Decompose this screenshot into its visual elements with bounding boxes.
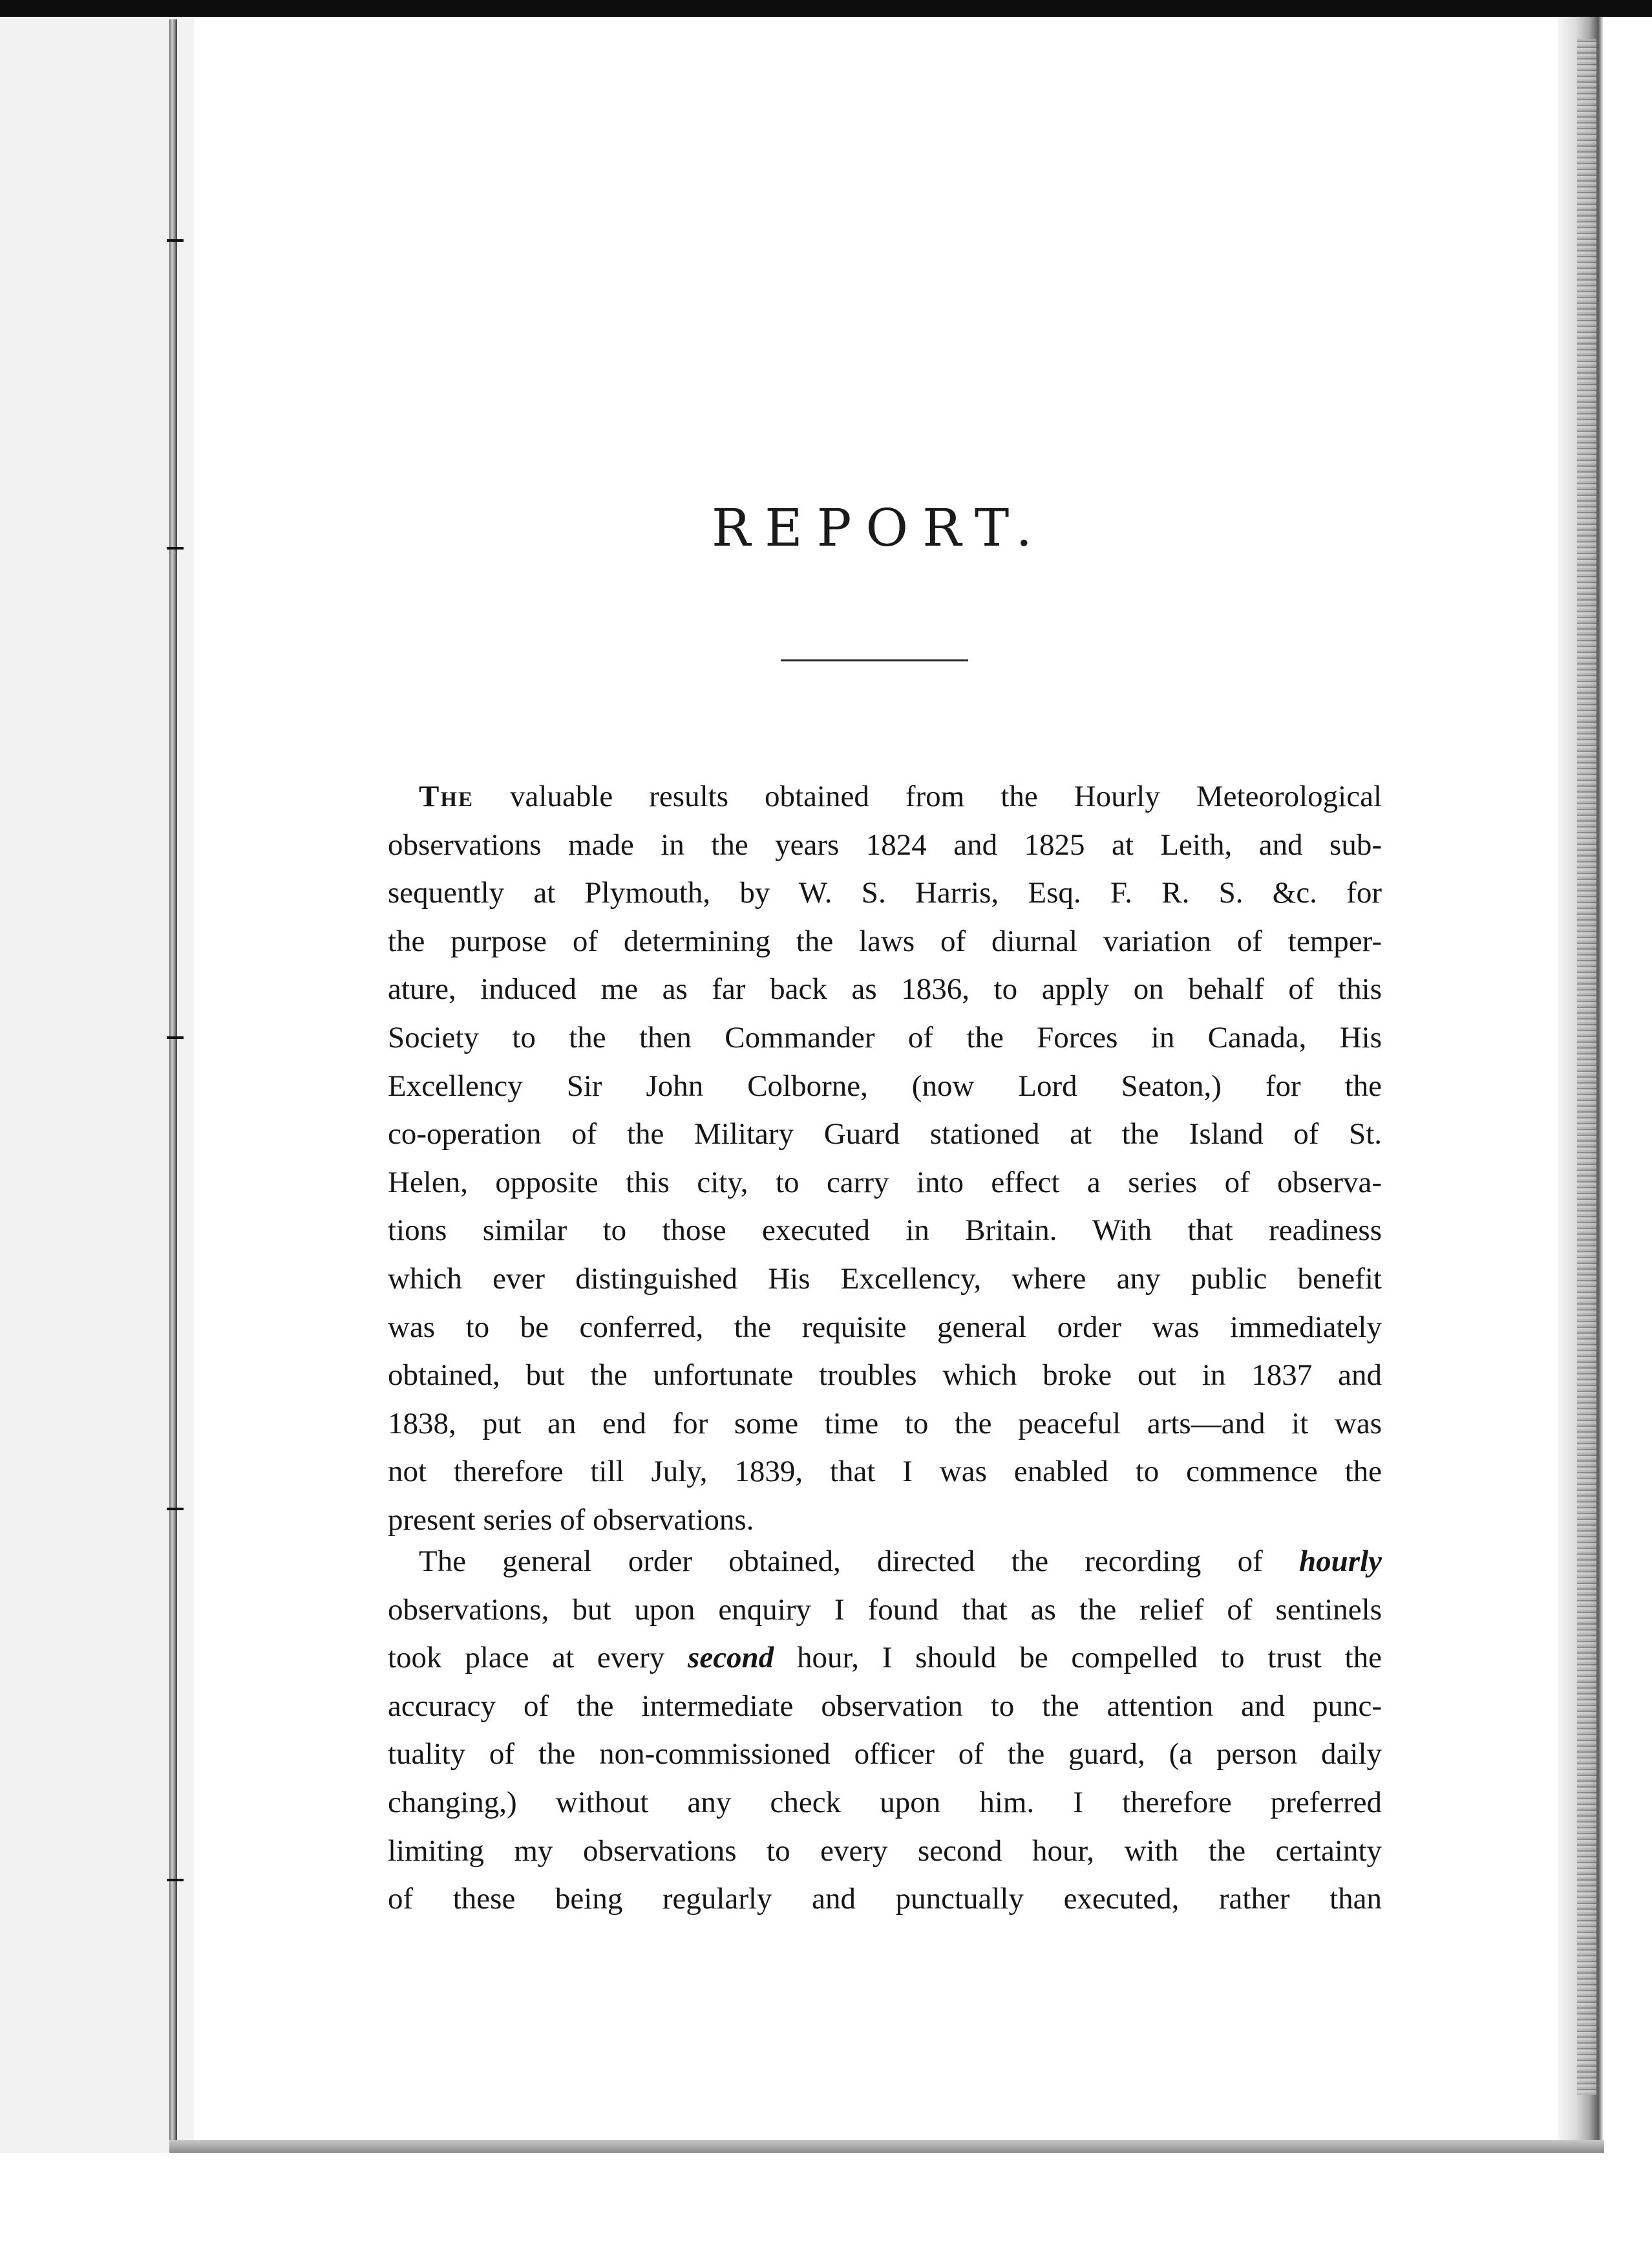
text-line: Society to the then Commander of the Forces in Canada, His: [388, 1020, 1382, 1054]
binding-stitch: [167, 1508, 184, 1510]
text-line: observations made in the years 1824 and 1825 at Leith, and sub-: [388, 828, 1382, 862]
left-gutter: [0, 0, 194, 2255]
binding-stitch: [167, 1879, 184, 1881]
text-line: took place at every second hour, I should be compelled to trust the: [388, 1641, 1382, 1675]
paragraph-2: [388, 1537, 1382, 1923]
text-line: Excellency Sir John Colborne, (now Lord Seaton,) for the: [388, 1069, 1382, 1103]
text-line: The valuable results obtained from the Hourly Meteorological: [419, 780, 1382, 813]
text-line: sequently at Plymouth, by W. S. Harris, Esq. F. R. S. &c. for: [388, 876, 1382, 910]
text-line: accuracy of the intermediate observation to the attention and punc-: [388, 1689, 1382, 1723]
text-line: co-operation of the Military Guard stationed at the Island of St.: [388, 1117, 1382, 1151]
lead-word: The: [419, 780, 474, 813]
page-title: REPORT.: [712, 498, 1046, 558]
text-line: changing,) without any check upon him. I therefore preferred: [388, 1785, 1382, 1819]
text-line: obtained, but the unfortunate troubles which broke out in 1837 and: [388, 1358, 1382, 1393]
emphasis-hourly: hourly: [1299, 1544, 1382, 1578]
text-line: tions similar to those executed in Britain. With that readiness: [388, 1213, 1382, 1248]
text-line: Helen, opposite this city, to carry into effect a series of observa-: [388, 1165, 1382, 1199]
text-line: The general order obtained, directed the recording of hourly: [419, 1544, 1382, 1578]
binding-stitch: [167, 547, 184, 550]
scan-top-border: [0, 0, 1652, 17]
text-line: was to be conferred, the requisite general order was immediately: [388, 1310, 1382, 1344]
text-line: limiting my observations to every second hour, with the certainty: [388, 1833, 1382, 1868]
text-line: present series of observations.: [388, 1502, 754, 1537]
text-line: tuality of the non-commissioned officer of the guard, (a person daily: [388, 1737, 1382, 1771]
page-bottom-edge: [169, 2140, 1604, 2153]
text-line: which ever distinguished His Excellency, where any public benefit: [388, 1261, 1382, 1296]
title-rule: [781, 659, 968, 661]
text-line: the purpose of determining the laws of diurnal variation of temper-: [388, 924, 1382, 958]
text-line: ature, induced me as far back as 1836, to apply on behalf of this: [388, 972, 1382, 1007]
scan-margin-bottom: [0, 2153, 1652, 2255]
binding-stitch: [167, 239, 184, 242]
text-line: not therefore till July, 1839, that I was enabled to commence the: [388, 1455, 1382, 1489]
text-line: observations, but upon enquiry I found that as the relief of sentinels: [388, 1592, 1382, 1627]
emphasis-second: second: [688, 1641, 774, 1675]
text-line: 1838, put an end for some time to the peaceful arts—and it was: [388, 1406, 1382, 1440]
text-line: of these being regularly and punctually executed, rather than: [388, 1882, 1382, 1916]
binding-edge: [169, 19, 177, 2153]
page-edge-stack: [1577, 39, 1596, 2095]
paragraph-1: [388, 773, 1382, 1544]
binding-stitch: [167, 1036, 184, 1039]
